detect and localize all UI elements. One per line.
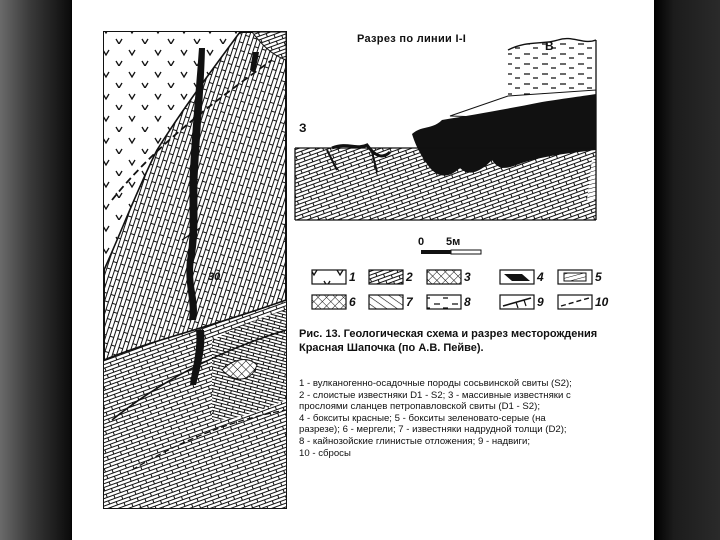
legend-swatch-4 (500, 270, 534, 284)
caption-line: 10 - сбросы (299, 447, 351, 459)
figure-caption-title: Рис. 13. Геологическая схема и разрез месторождения Красная Шапочка (по А.В. Пейве). (299, 328, 598, 354)
caption-line: 2 - слоистые известняки D1 - S2; 3 - массивные известняки с (299, 389, 571, 401)
scale-label-five: 5м (446, 236, 461, 248)
scanned-page (72, 0, 654, 540)
legend-number-8: 8 (464, 295, 471, 309)
geological-map (104, 32, 286, 508)
cross-section (295, 39, 596, 220)
caption-line: прослоями сланцев петропавловской свиты (D1 - S2); (299, 401, 540, 413)
legend-number-5: 5 (595, 270, 602, 284)
caption-line: 8 - кайнозойские глинистые отложения; 9 - надвиги; (299, 435, 531, 447)
legend-swatch-1 (312, 270, 346, 284)
legend-number-3: 3 (464, 270, 471, 284)
figure-caption-legend (299, 378, 644, 459)
section-title: Разрез по линии I-I (357, 33, 467, 45)
legend-swatch-7 (369, 295, 403, 309)
section-label-west: З (299, 121, 307, 135)
legend-number-7: 7 (406, 295, 413, 309)
legend-swatch-3 (427, 270, 461, 284)
slide-background-right (654, 0, 720, 540)
legend-number-1: 1 (349, 270, 356, 284)
legend-swatch-10 (558, 295, 592, 309)
legend-swatch-6 (312, 295, 346, 309)
legend-number-10: 10 (595, 295, 609, 309)
section-label-east: В (545, 39, 554, 53)
caption-line: 4 - бокситы красные; 5 - бокситы зеленовато-серые (на (299, 412, 546, 424)
legend-swatch-8 (427, 295, 461, 309)
legend-number-9: 9 (537, 295, 544, 309)
map-strike-label: 30 (208, 271, 221, 283)
caption-line: 1 - вулканогенно-осадочные породы сосьвинской свиты (S2); (299, 378, 572, 389)
caption-line: разрезе); 6 - мергели; 7 - известняки надрудной толщи (D2); (299, 424, 567, 436)
legend-swatch-9 (500, 295, 534, 309)
legend-swatch-5 (558, 270, 592, 284)
legend-swatch-2 (369, 270, 403, 284)
legend-number-4: 4 (537, 270, 544, 284)
scale-label-zero: 0 (418, 236, 425, 248)
scale-bar (421, 250, 481, 254)
legend-number-2: 2 (406, 270, 413, 284)
legend-number-6: 6 (349, 295, 356, 309)
